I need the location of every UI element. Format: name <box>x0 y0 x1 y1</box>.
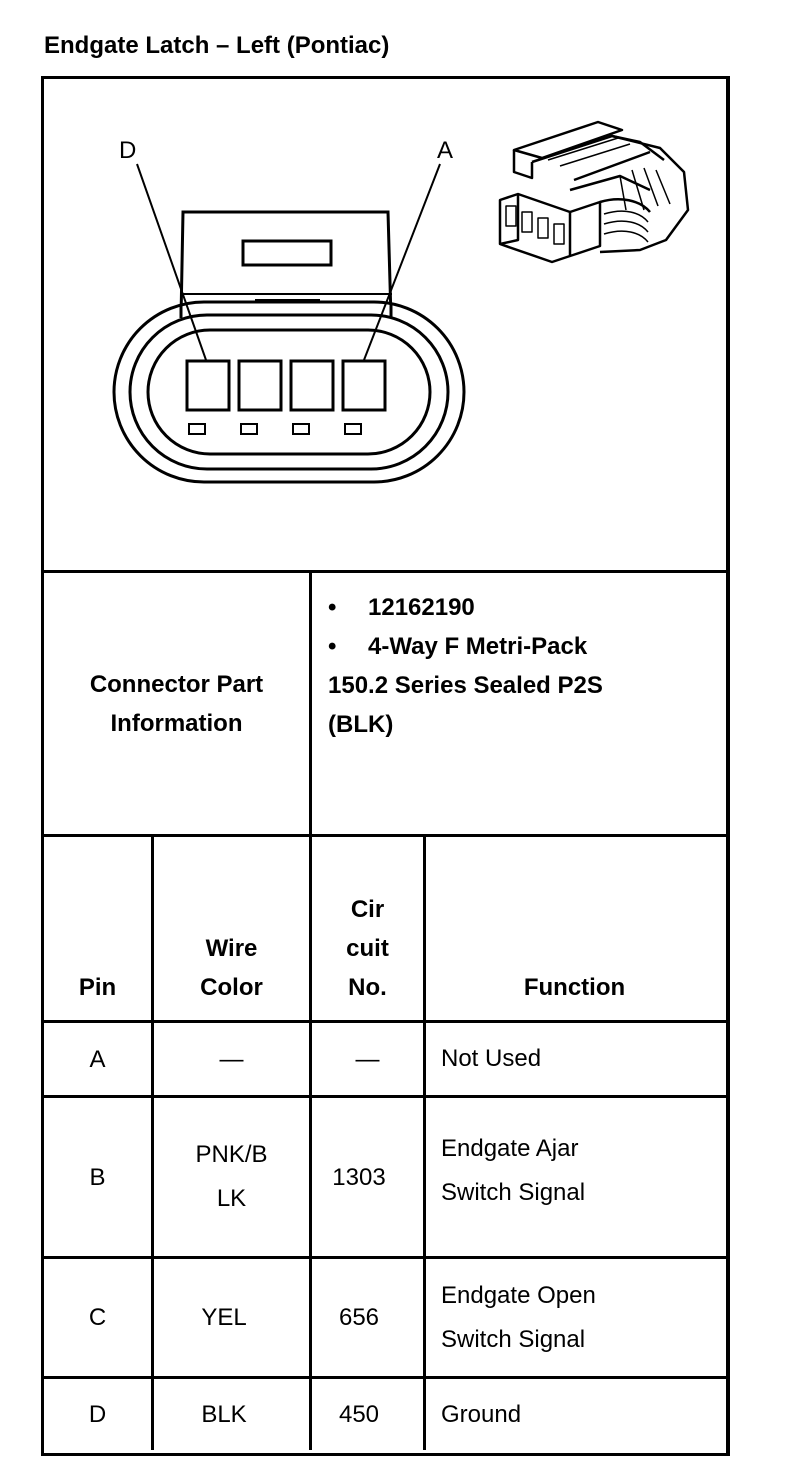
wire-color-value-line1: PNK/B <box>195 1141 268 1168</box>
table-row-b-function <box>441 1092 721 1250</box>
table-row-c-function <box>441 1259 721 1376</box>
connector-description-line3: (BLK) <box>328 711 394 738</box>
function-value-line2: Switch Signal <box>441 1179 586 1206</box>
table-row-c-circuit <box>312 1259 406 1376</box>
table-row-d-circuit <box>312 1379 406 1450</box>
wire-color-value-line2: LK <box>216 1185 247 1212</box>
connector-info-label-line1: Connector Part <box>89 670 264 698</box>
connector-info-label <box>44 573 309 834</box>
header-wire-color-line1: Wire <box>205 935 258 962</box>
function-value-line1: Endgate Open <box>441 1281 596 1309</box>
wire-color-value: YEL <box>201 1304 247 1331</box>
pin-label-a: A <box>437 137 454 164</box>
pin-value: D <box>88 1401 107 1428</box>
table-row-d-function <box>441 1379 721 1450</box>
function-value: Ground <box>441 1400 522 1428</box>
table-row-a-function <box>441 1023 721 1095</box>
connector-3d-icon <box>500 122 688 262</box>
header-circuit-no <box>312 837 423 1007</box>
bullet-marker: • <box>328 633 337 660</box>
table-row-d-color <box>154 1379 294 1450</box>
connector-description-line1: 4-Way F Metri-Pack <box>368 633 588 660</box>
table-row-b-pin <box>44 1098 151 1256</box>
header-wire-color-line2: Color <box>200 974 263 1001</box>
header-pin-text: Pin <box>78 974 117 1001</box>
table-row-a-color <box>154 1023 309 1095</box>
header-wire-color <box>154 837 309 1007</box>
table-row-a-circuit <box>312 1023 423 1095</box>
pin-value: C <box>88 1304 107 1331</box>
connector-description-line2: 150.2 Series Sealed P2S <box>328 672 603 699</box>
circuit-value: — <box>355 1045 380 1073</box>
circuit-value: 1303 <box>332 1163 386 1191</box>
pin-value: A <box>89 1045 106 1073</box>
table-row-c-pin <box>44 1259 151 1376</box>
header-function-text: Function <box>523 974 626 1001</box>
part-number: 12162190 <box>368 594 475 621</box>
circuit-value: 450 <box>338 1401 380 1428</box>
connector-info-label-line2: Information <box>110 709 243 737</box>
wire-color-value: BLK <box>201 1401 247 1428</box>
function-value-line2: Switch Signal <box>441 1325 586 1353</box>
page-title: Endgate Latch – Left (Pontiac) <box>44 32 390 59</box>
function-value-line1: Endgate Ajar <box>441 1135 579 1162</box>
header-pin <box>44 837 151 1007</box>
function-value: Not Used <box>441 1045 542 1072</box>
table-row-a-pin <box>44 1023 151 1095</box>
connector-info-value <box>328 588 718 744</box>
header-circuit-line3: No. <box>348 974 387 1001</box>
circuit-value: 656 <box>338 1304 380 1331</box>
pin-value: B <box>89 1163 106 1191</box>
header-circuit-line1: Cir <box>350 896 385 923</box>
table-row-d-pin <box>44 1379 151 1450</box>
bullet-marker: • <box>328 594 337 621</box>
header-circuit-line2: cuit <box>346 935 389 962</box>
table-row-b-circuit <box>312 1098 406 1256</box>
wire-color-value: — <box>219 1045 244 1073</box>
connector-face-drawing <box>114 164 464 482</box>
pin-label-d: D <box>119 137 137 164</box>
header-function <box>426 837 723 1007</box>
table-row-b-color <box>154 1098 309 1256</box>
table-row-c-color <box>154 1259 294 1376</box>
